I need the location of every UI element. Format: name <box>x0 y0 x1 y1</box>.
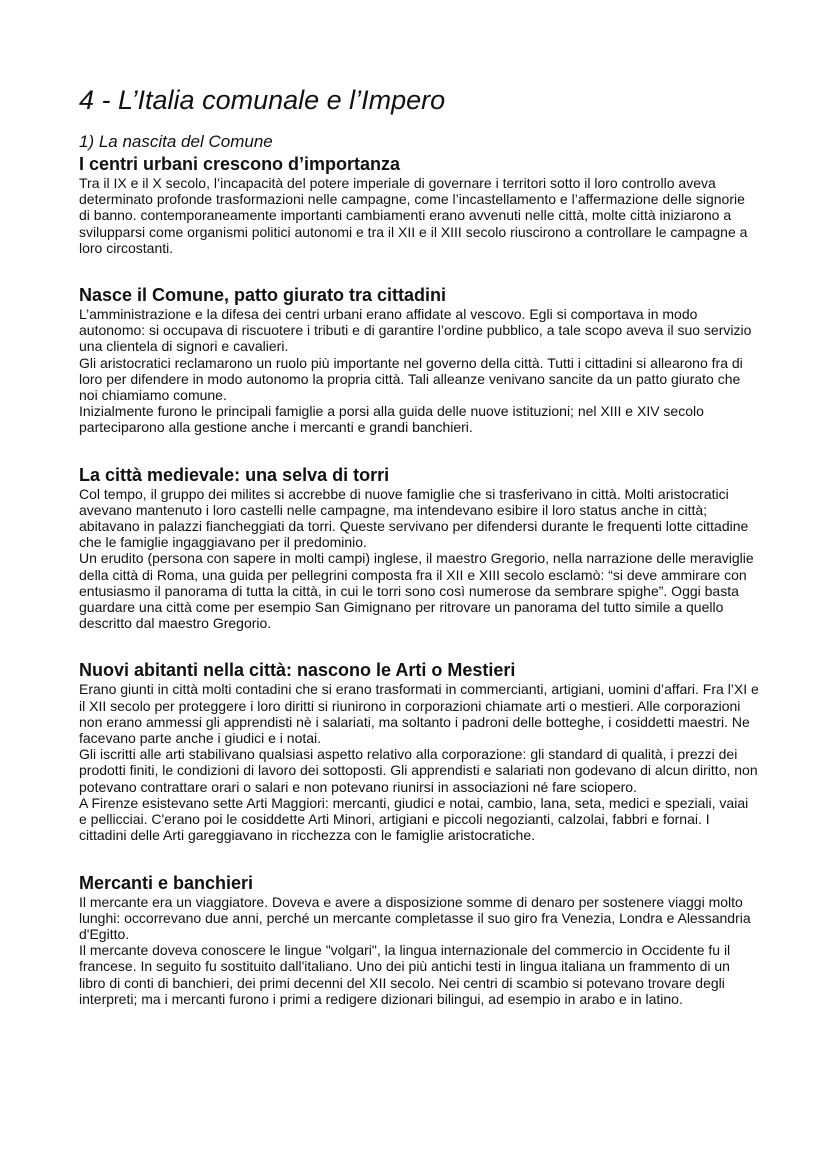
paragraph: Inizialmente furono le principali famiglie a porsi alla guida delle nuove istituzioni; nel XIII e XIV secolo parteciparono alla gestione anche i mercanti e grandi banchieri. <box>79 403 704 436</box>
section-arti-mestieri <box>79 660 759 843</box>
section-nasce-comune <box>79 285 759 436</box>
paragraph: Erano giunti in città molti contadini che si erano trasformati in commercianti, artigiani, uomini d’affari. Fra l’XI e il XII secolo per proteggere i loro diritti si riunirono in corporazioni chiamate arti o mestieri. Alle corporazioni non erano ammessi gli apprendisti nè i salariati, ma soltanto i padroni delle botteghe, i cosiddetti maestri. Ne facevano parte anche i giudici e i notai. <box>79 681 759 747</box>
paragraph: Col tempo, il gruppo dei milites si accrebbe di nuove famiglie che si trasferivano in città. Molti aristocratici avevano mantenuto i loro castelli nelle campagne, ma intendevano esibire il loro status anche in città; abitavano in palazzi fiancheggiati da torri. Queste servivano per difendersi durante le frequenti lotte cittadine che le famiglie ingaggiavano per il predominio. <box>79 485 749 551</box>
paragraph: L’amministrazione e la difesa dei centri urbani erano affidate al vescovo. Egli si comportava in modo autonomo: si occupava di riscuotere i tributi e di garantire l’ordine pubblico, a tale scopo aveva il suo servizio una clientela di signori e cavalieri. <box>79 306 752 355</box>
page-title: 4 - L’Italia comunale e l’Impero <box>79 85 446 115</box>
section-heading: Nasce il Comune, patto giurato tra cittadini <box>79 285 447 306</box>
paragraph: Il mercante doveva conoscere le lingue "volgari", la lingua internazionale del commercio in Occidente fu il francese. In seguito fu sostituito dall'italiano. Uno dei più antichi testi in lingua italiana un frammento di un libro di conti di banchieri, dei primi decenni del XII secolo. Nei centri di scambio si potevano trovare degli interpreti; ma i mercanti furono i primi a redigere dizionari bilingui, ad esempio in arabo e in latino. <box>79 942 731 1007</box>
section-heading: La città medievale: una selva di torri <box>79 464 390 485</box>
document-page <box>79 84 759 1007</box>
section-centri-urbani <box>79 154 759 256</box>
section-heading: Nuovi abitanti nella città: nascono le Arti o Mestieri <box>79 660 516 681</box>
section-heading: I centri urbani crescono d’importanza <box>79 154 401 174</box>
chapter-subtitle: 1) La nascita del Comune <box>79 132 273 151</box>
section-heading: Mercanti e banchieri <box>79 872 254 893</box>
paragraph: Tra il IX e il X secolo, l’incapacità del potere imperiale di governare i territori sotto il loro controllo aveva determinato profonde trasformazioni nelle campagne, come l’incastellamento e l’affermazione delle signorie di banno. contemporaneamente importanti cambiamenti erano avvenuti nelle città, molte città iniziarono a svilupparsi come organismi politici autonomi e tra il XII e il XIII secolo riuscirono a controllare le campagne a loro circostanti. <box>79 175 748 256</box>
paragraph: Un erudito (persona con sapere in molti campi) inglese, il maestro Gregorio, nella narrazione delle meraviglie della città di Roma, una guida per pellegrini composta fra il XII e XIII secolo esclamò: “si deve ammirare con entusiasmo il panorama di tutta la città, in cui le torri sono così numerose da sembrare spighe”. Oggi basta guardare una città come per esempio San Gimignano per ritrovare un panorama del tutto simile a quello descritto dal maestro Gregorio. <box>79 550 754 632</box>
paragraph: Gli iscritti alle arti stabilivano qualsiasi aspetto relativo alla corporazione: gli standard di qualità, i prezzi dei prodotti finiti, le condizioni di lavoro dei sottoposti. Gli apprendisti e salariati non godevano di alcun diritto, non potevano contrattare orari o salari e non potevano riunirsi in associazioni né fare sciopero. <box>79 746 758 795</box>
paragraph: A Firenze esistevano sette Arti Maggiori: mercanti, giudici e notai, cambio, lana, seta, medici e speziali, vaiai e pellicciai. C'erano poi le cosiddette Arti Minori, artigiani e piccoli negozianti, calzolai, fabbri e fornai. I cittadini delle Arti gareggiavano in ricchezza con le famiglie aristocratiche. <box>79 794 749 844</box>
paragraph: Gli aristocratici reclamarono un ruolo più importante nel governo della città. Tutti i cittadini si allearono fra di loro per difendere in modo autonomo la propria città. Tali alleanze venivano sancite da un patto giurato che noi chiamiamo comune. <box>79 354 743 404</box>
section-mercanti-banchieri <box>79 873 759 1007</box>
paragraph: Il mercante era un viaggiatore. Doveva e avere a disposizione somme di denaro per sostenere viaggi molto lunghi: occorrevano due anni, perché un mercante completasse il suo giro fra Venezia, Londra e Alessandria d'Egitto. <box>79 893 751 942</box>
section-citta-medievale <box>79 465 759 632</box>
